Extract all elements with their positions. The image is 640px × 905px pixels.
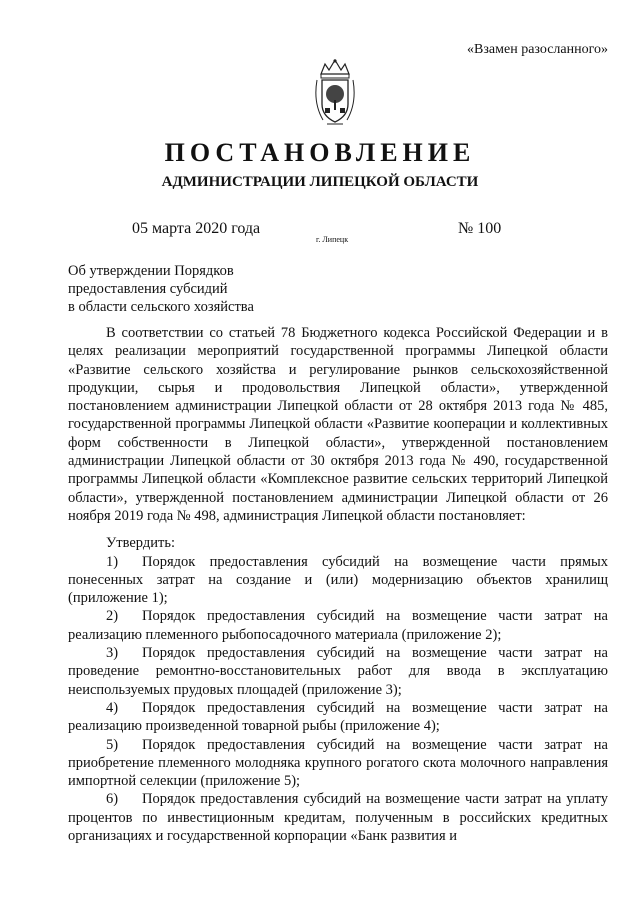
list-item (68, 736, 608, 791)
list-item (68, 699, 608, 736)
approve-heading: Утвердить: (106, 535, 175, 552)
subject-line: в области сельского хозяйства (68, 299, 254, 315)
list-item-text: Порядок предоставления субсидий на возмещение части затрат на реализацию племенного рыбопосадочного материала (приложение 2); (68, 608, 608, 643)
document-title: ПОСТАНОВЛЕНИЕ (164, 138, 476, 167)
list-item-number: 1) (106, 553, 119, 570)
list-item-number: 5) (106, 736, 119, 753)
list-item-text: Порядок предоставления субсидий на возмещение части затрат на уплату процентов по инвестиционным кредитам, полученным в российских кредитных организациях и государственной корпорации «Банк развития и (68, 791, 608, 845)
replacement-note: «Взамен разосланного» (467, 42, 608, 57)
list-item-number: 4) (106, 699, 119, 716)
list-item (68, 607, 608, 644)
decree-number: № 100 (458, 220, 502, 237)
list-item-number: 3) (106, 645, 119, 662)
subject-line: предоставления субсидий (68, 281, 228, 297)
lipetsk-coat-of-arms-icon (313, 58, 357, 128)
issuing-authority: АДМИНИСТРАЦИИ ЛИПЕЦКОЙ ОБЛАСТИ (161, 174, 479, 190)
list-item (68, 553, 608, 608)
list-item (68, 644, 608, 699)
subject-line: Об утверждении Порядков (68, 263, 234, 279)
decree-body (68, 324, 608, 845)
list-item-number: 6) (106, 791, 119, 808)
list-item-text: Порядок предоставления субсидий на возмещение части прямых понесенных затрат на создание и (или) модернизацию объектов хранилищ (приложение 1); (68, 553, 608, 607)
decree-city: г. Липецк (316, 235, 349, 244)
list-item-number: 2) (106, 608, 119, 625)
list-item (68, 790, 608, 845)
list-item-text: Порядок предоставления субсидий на возмещение части затрат на реализацию произведенной товарной рыбы (приложение 4); (68, 699, 608, 735)
preamble-paragraph: В соответствии со статьей 78 Бюджетного кодекса Российской Федерации и в целях реализации мероприятий государственной программы Липецкой области «Развитие сельского хозяйства и регулирование рынков сельскохозяйственной продукции, сырья и продовольствия Липецкой области», утвержденной постановлением администрации Липецкой области от 28 октября 2013 года № 485, государственной программы Липецкой области «Развитие кооперации и коллективных форм собственности в Липецкой области», утвержденной постановлением администрации Липецкой области от 30 октября 2013 года № 490, государственной программы Липецкой области «Комплексное развитие сельских территорий Липецкой области», утвержденной постановлением администрации Липецкой области от 26 ноября 2019 года № 498, администрация Липецкой области постановляет: (68, 325, 608, 524)
list-item-text: Порядок предоставления субсидий на возмещение части затрат на проведение ремонтно-восстановительных работ для ввода в эксплуатацию неиспользуемых прудовых площадей (приложение 3); (68, 645, 608, 698)
decree-subject (68, 262, 348, 316)
list-item-text: Порядок предоставления субсидий на возмещение части затрат на приобретение племенного молодняка крупного рогатого скота молочного направления импортной селекции (приложение 5); (68, 736, 608, 790)
decree-date: 05 марта 2020 года (132, 220, 261, 237)
